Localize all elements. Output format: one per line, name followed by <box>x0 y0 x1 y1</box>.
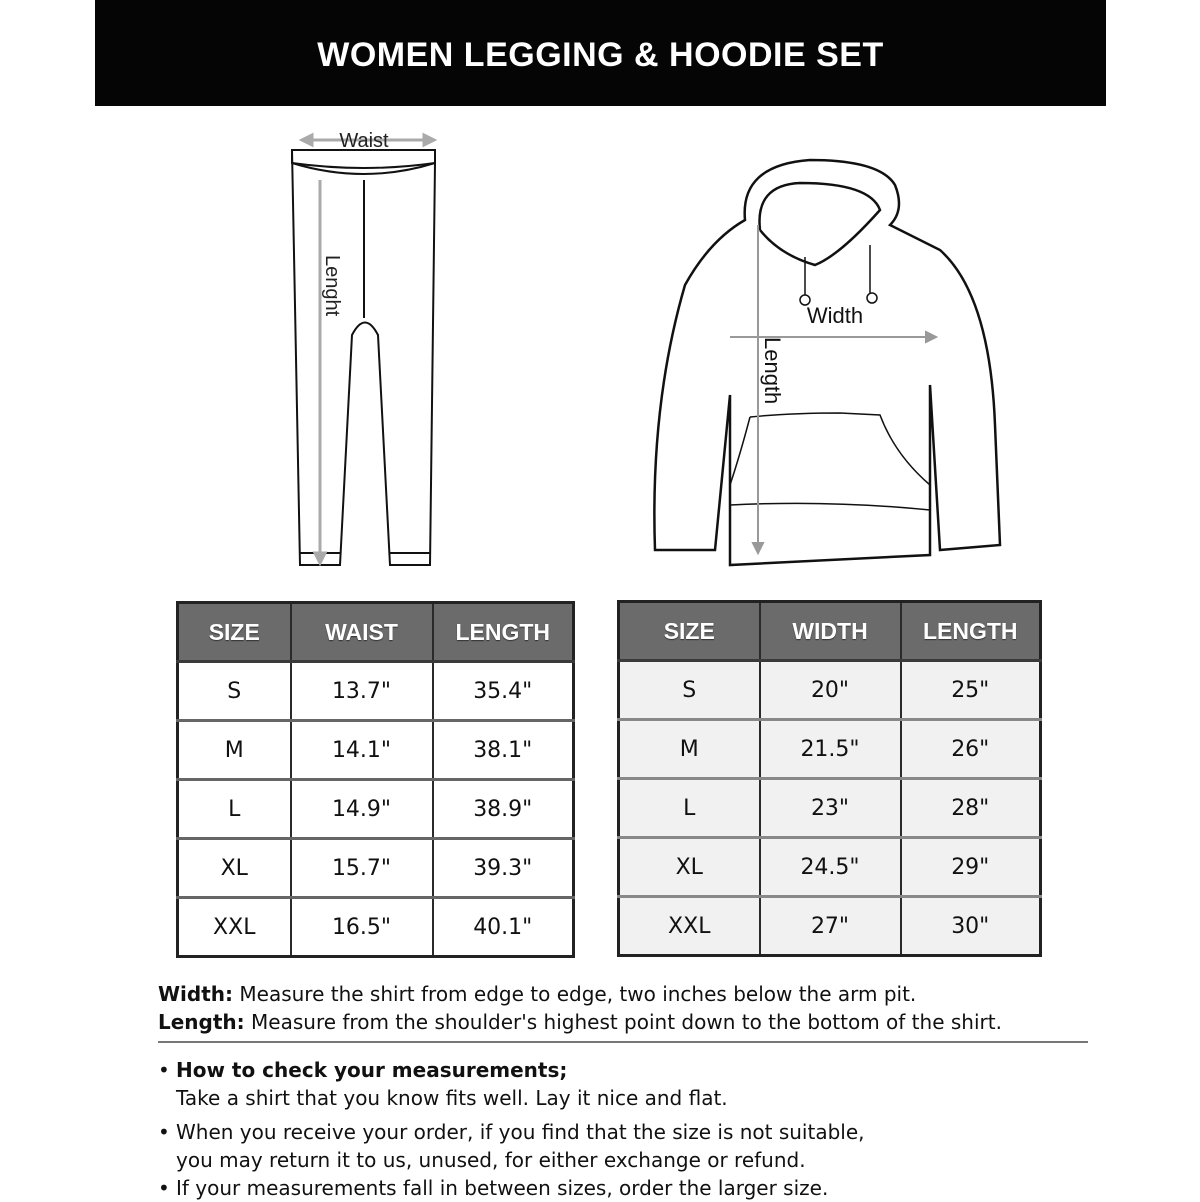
measurement-notes <box>158 980 1103 1036</box>
size-cell: M <box>619 720 760 779</box>
length-cell: 29" <box>901 838 1041 897</box>
tip-heading: How to check your measurements; <box>176 1058 568 1082</box>
length-cell: 30" <box>901 897 1041 956</box>
bullet-icon: • <box>158 1176 170 1200</box>
tip-text: If your measurements fall in between sizes, order the larger size. <box>176 1176 829 1200</box>
width-cell: 21.5" <box>760 720 901 779</box>
waist-label: Waist <box>339 130 389 152</box>
width-cell: 20" <box>760 661 901 720</box>
width-note-label: Width: <box>158 982 234 1006</box>
size-cell: S <box>178 662 291 721</box>
length-note-text: Measure from the shoulder's highest point down to the bottom of the shirt. <box>244 1010 1002 1034</box>
size-cell: L <box>178 780 291 839</box>
length-note-label: Length: <box>158 1010 245 1034</box>
bullet-icon: • <box>158 1120 170 1144</box>
tip-text: Take a shirt that you know fits well. Lay it nice and flat. <box>176 1086 728 1110</box>
size-cell: M <box>178 721 291 780</box>
length-cell: 38.1" <box>433 721 574 780</box>
header-size: SIZE <box>619 602 760 661</box>
length-cell: 38.9" <box>433 780 574 839</box>
size-cell: XL <box>178 839 291 898</box>
length-cell: 26" <box>901 720 1041 779</box>
list-item <box>158 1056 865 1084</box>
waist-cell: 13.7" <box>291 662 433 721</box>
waist-cell: 16.5" <box>291 898 433 957</box>
tip-text: you may return it to us, unused, for either exchange or refund. <box>176 1148 806 1172</box>
hoodie-size-table <box>617 600 1042 957</box>
header-waist: WAIST <box>291 603 433 662</box>
list-item <box>158 1174 865 1202</box>
tips-list <box>158 1056 865 1202</box>
size-cell: L <box>619 779 760 838</box>
size-cell: XXL <box>178 898 291 957</box>
page-title: WOMEN LEGGING & HOODIE SET <box>317 35 884 74</box>
table-row <box>178 898 574 957</box>
table-row <box>178 662 574 721</box>
waist-cell: 14.1" <box>291 721 433 780</box>
table-row <box>619 720 1041 779</box>
header-size: SIZE <box>178 603 291 662</box>
title-banner <box>95 0 1106 106</box>
table-row <box>178 839 574 898</box>
list-item <box>158 1118 865 1146</box>
table-row <box>619 838 1041 897</box>
width-cell: 24.5" <box>760 838 901 897</box>
hoodie-illustration <box>640 155 1010 585</box>
waist-cell: 15.7" <box>291 839 433 898</box>
size-cell: XL <box>619 838 760 897</box>
legging-illustration <box>280 125 460 590</box>
length-cell: 39.3" <box>433 839 574 898</box>
width-cell: 27" <box>760 897 901 956</box>
size-cell: S <box>619 661 760 720</box>
table-row <box>619 897 1041 956</box>
table-row <box>178 721 574 780</box>
header-length: LENGTH <box>433 603 574 662</box>
length-cell: 35.4" <box>433 662 574 721</box>
width-note <box>158 980 1103 1008</box>
size-cell: XXL <box>619 897 760 956</box>
table-row <box>619 779 1041 838</box>
length-cell: 25" <box>901 661 1041 720</box>
width-cell: 23" <box>760 779 901 838</box>
width-note-text: Measure the shirt from edge to edge, two inches below the arm pit. <box>233 982 917 1006</box>
header-length: LENGTH <box>901 602 1041 661</box>
bullet-icon: • <box>158 1058 170 1082</box>
width-label: Width <box>806 303 864 328</box>
tip-text: When you receive your order, if you find that the size is not suitable, <box>176 1120 865 1144</box>
table-row <box>178 780 574 839</box>
legging-size-table <box>176 601 575 958</box>
header-width: WIDTH <box>760 602 901 661</box>
divider <box>158 1041 1088 1043</box>
length-cell: 28" <box>901 779 1041 838</box>
legging-length-label: Lenght <box>321 255 343 317</box>
length-note <box>158 1008 1103 1036</box>
table-row <box>619 661 1041 720</box>
length-cell: 40.1" <box>433 898 574 957</box>
hoodie-length-label: Length <box>760 337 785 405</box>
waist-cell: 14.9" <box>291 780 433 839</box>
